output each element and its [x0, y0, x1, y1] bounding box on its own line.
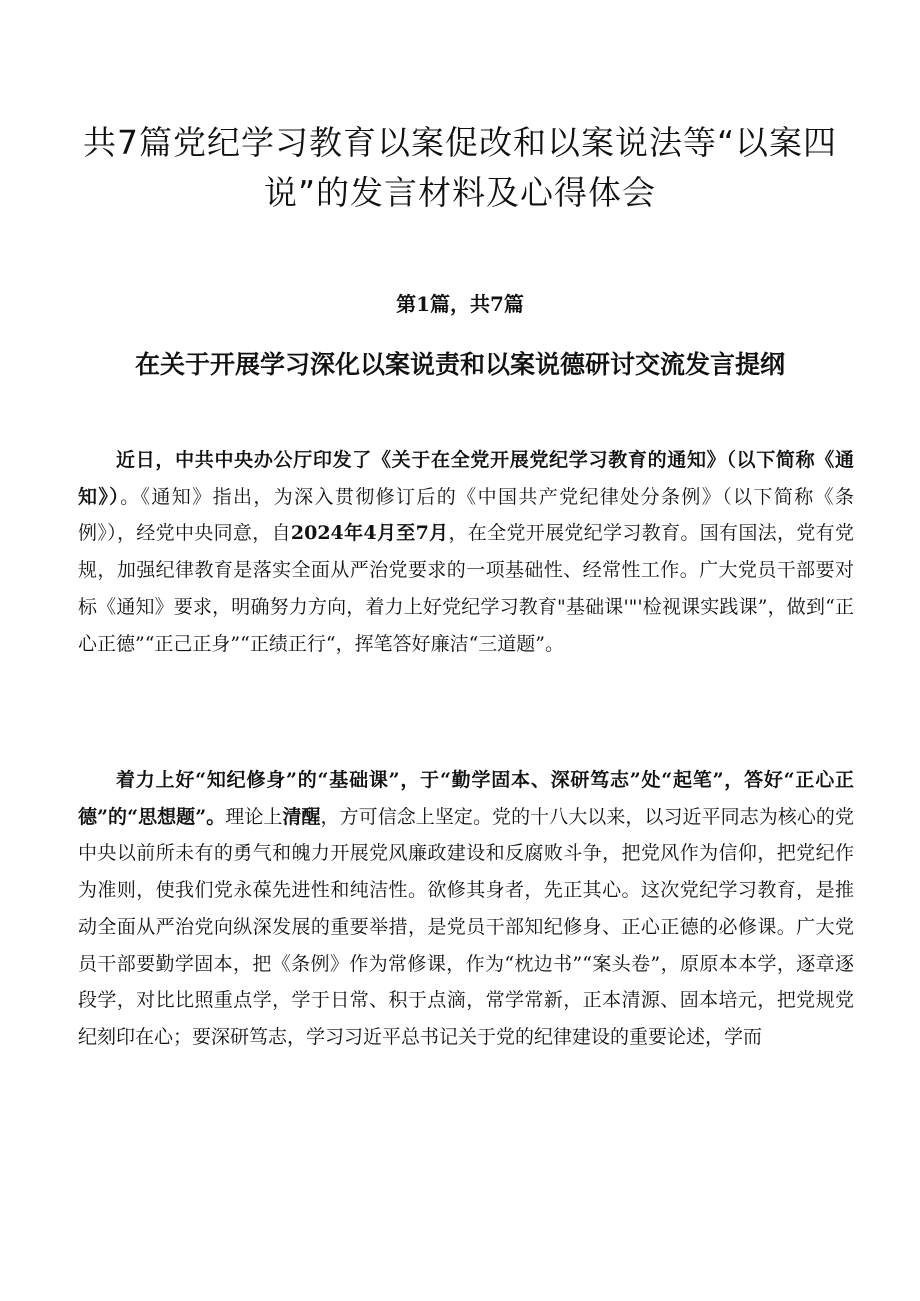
- paragraph-2-text-a: 理论上: [225, 805, 283, 828]
- paragraph-1-text-a: 。《通知》指出，为深入贯彻修订后的《中国共产党纪律处分条例》（以下简称《条例》），经党中央同意，自: [78, 485, 854, 545]
- paragraph-2: [78, 762, 854, 1056]
- paragraph-2-lead: 着力上好“知纪修身”的“基础课”，于“勤学固本、深研笃志”处“起笔”，答好“正心正德”的“思想题”。: [78, 769, 854, 828]
- document-title: 共7篇党纪学习教育以案促改和以案说法等“以案四说”的发言材料及心得体会: [82, 123, 838, 212]
- paragraph-1-lead: 近日，中共中央办公厅印发了《关于在全党开展党纪学习教育的通知》（以下简称《通知》）: [78, 449, 854, 508]
- section-title: 在关于开展学习深化以案说责和以案说德研讨交流发言提纲: [134, 350, 785, 379]
- paragraph-1-text-b: ，在全党开展党纪学习教育。国有国法，党有党规，加强纪律教育是落实全面从严治党要求的一项基础性、经常性工作。广大党员干部要对标《通知》要求，明确努力方向，着力上好党纪学习教育"基础课'"'检视课实践课”，做到“正心正德”“正己正身”“正绩正行“，挥笔答好廉洁“三道题”。: [78, 522, 854, 655]
- paragraph-1-date: 2024年4月至7月: [290, 522, 449, 545]
- paragraph-2-emphasis: 清醒: [282, 805, 321, 828]
- part-label: 第1篇，共7篇: [396, 292, 524, 316]
- paragraph-1: [78, 442, 854, 662]
- paragraph-2-text-b: ，方可信念上坚定。党的十八大以来，以习近平同志为核心的党中央以前所未有的勇气和魄力开展党风廉政建设和反腐败斗争，把党风作为信仰，把党纪作为准则，使我们党永葆先进性和纯洁性。欲修其身者，先正其心。这次党纪学习教育，是推动全面从严治党向纵深发展的重要举措，是党员干部知纪修身、正心正德的必修课。广大党员干部要勤学固本，把《条例》作为常修课，作为“枕边书”“案头卷”，原原本本学，逐章逐段学，对比比照重点学，学于日常、积于点滴，常学常新，正本清源、固本培元，把党规党纪刻印在心；要深研笃志，学习习近平总书记关于党的纪律建设的重要论述，学而: [78, 805, 854, 1048]
